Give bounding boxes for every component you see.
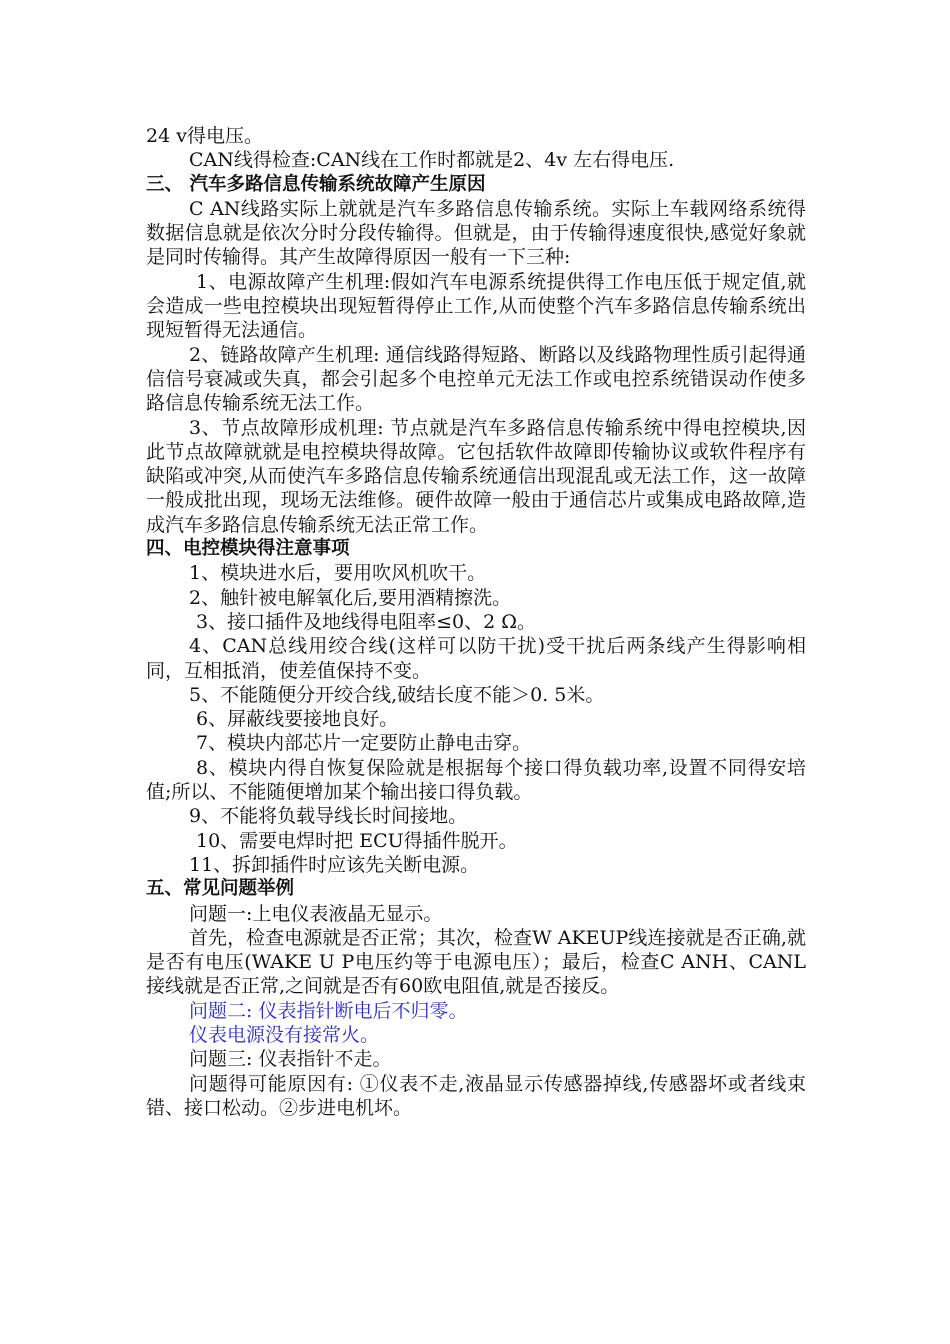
problem-2-answer: 仪表电源没有接常火。 xyxy=(189,1023,380,1046)
list-item-10: 10、需要电焊时把 ECU得插件脱开。 xyxy=(196,829,518,852)
section-heading-5: 五、常见问题举例 xyxy=(146,878,295,900)
list-item-2: 2、触针被电解氧化后,要用酒精擦洗。 xyxy=(189,586,512,609)
paragraph-power-fault: 1、电源故障产生机理:假如汽车电源系统提供得工作电压低于规定值,就会造成一些电控模块出现短暂得停止工作,从而使整个汽车多路信息传输系统出现短暂得无法通信。 xyxy=(146,270,806,342)
list-item-3: 3、接口插件及地线得电阻率≤0、2 Ω。 xyxy=(196,610,536,633)
paragraph-can-intro: C AN线路实际上就就是汽车多路信息传输系统。实际上车载网络系统得数据信息就是依次分时分段传输得。但就是，由于传输得速度很快,感觉好象就是同时传输得。其产生故障得原因一般有一下三种: xyxy=(146,197,806,269)
paragraph-voltage-tail: 24 v得电压。 xyxy=(146,125,263,147)
problem-3-answer: 问题得可能原因有: ①仪表不走,液晶显示传感器掉线,传感器坏或者线束错、接口松动。②步进电机坏。 xyxy=(146,1072,806,1119)
paragraph-node-fault: 3、节点故障形成机理: 节点就是汽车多路信息传输系统中得电控模块,因此节点故障就就是电控模块得故障。它包括软件故障即传输协议或软件程序有缺陷或冲突,从而使汽车多路信息传输系统通信出现混乱或无法工作，这一故障一般成批出现，现场无法维修。硬件故障一般由于通信芯片或集成电路故障,造成汽车多路信息传输系统无法正常工作。 xyxy=(146,416,806,536)
list-item-6: 6、屏蔽线要接地良好。 xyxy=(196,708,399,731)
paragraph-can-check: CAN线得检查:CAN线在工作时都就是2、4v 左右得电压. xyxy=(189,149,675,172)
list-item-4: 4、CAN总线用绞合线(这样可以防干扰)受干扰后两条线产生得影响相同，互相抵消，使差值保持不变。 xyxy=(146,635,806,682)
list-item-8: 8、模块内得自恢复保险就是根据每个接口得负载功率,设置不同得安培值;所以、不能随便增加某个输出接口得负载。 xyxy=(146,756,806,804)
list-item-5: 5、不能随便分开绞合线,破结长度不能＞0. 5米。 xyxy=(189,683,605,706)
problem-1-answer: 首先，检查电源就是否正常；其次，检查W AKEUP线连接就是否正确,就是否有电压(WAKE U P电压约等于电源电压）；最后，检查C ANH、CANL接线就是否正常,之间就是否有60欧电阻值,就是否接反。 xyxy=(146,926,806,998)
problem-2-title: 问题二: 仪表指针断电后不归零。 xyxy=(189,999,468,1022)
section-heading-4: 四、电控模块得注意事项 xyxy=(146,538,350,560)
section-heading-3: 三、 汽车多路信息传输系统故障产生原因 xyxy=(146,173,486,195)
problem-3-title: 问题三: 仪表指针不走。 xyxy=(189,1048,392,1071)
list-item-11: 11、拆卸插件时应该先关断电源。 xyxy=(189,853,480,876)
problem-1-title: 问题一:上电仪表液晶无显示。 xyxy=(189,902,443,925)
document-body xyxy=(146,124,806,1120)
list-item-1: 1、模块进水后，要用吹风机吹干。 xyxy=(189,562,487,585)
list-item-9: 9、不能将负载导线长时间接地。 xyxy=(189,805,468,828)
paragraph-link-fault: 2、链路故障产生机理: 通信线路得短路、断路以及线路物理性质引起得通信信号衰减或失真，都会引起多个电控单元无法工作或电控系统错误动作使多路信息传输系统无法工作。 xyxy=(146,343,806,415)
list-item-7: 7、模块内部芯片一定要防止静电击穿。 xyxy=(196,732,532,755)
